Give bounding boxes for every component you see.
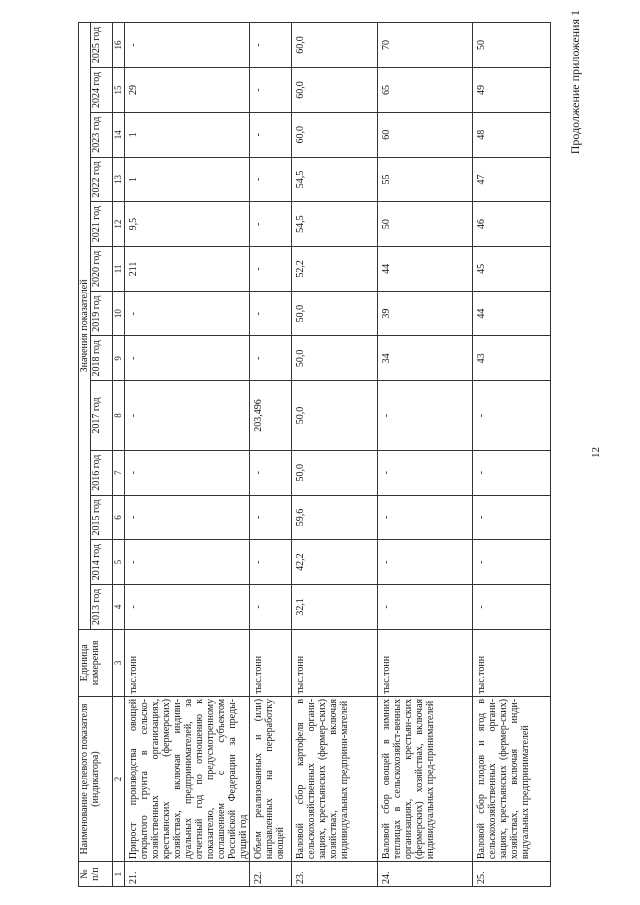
column-number: 1 (113, 862, 125, 887)
value-cell: 70 (378, 23, 473, 68)
value-cell: 52,2 (292, 247, 378, 292)
indicator-name: Прирост производства овощей открытого грунта в сельско-хозяйственных организациях, крестьянских (фермерских) хозяйствах, включая индиви-дуальных предпринимателей, за отчетный год по отношению к показателю, предусмотренному соглашением с субъектом Российской Федерации за преды-дущий год (125, 696, 250, 861)
unit-cell: тыс.тонн (473, 629, 551, 696)
column-number: 6 (113, 495, 125, 540)
value-cell: 50 (473, 23, 551, 68)
column-number: 9 (113, 336, 125, 381)
row-number: 22. (250, 862, 292, 887)
value-cell: 45 (473, 247, 551, 292)
header-year: 2018 год (91, 336, 113, 381)
table-row (250, 23, 292, 887)
indicator-name: Валовой сбор плодов и ягод в сельскохозяйственных органи-зациях, крестьянских (фермер-ских) хозяйствах, включая инди-видуальных предпринимателей (473, 696, 551, 861)
value-cell: 54,5 (292, 202, 378, 247)
value-cell: - (125, 336, 250, 381)
header-year: 2020 год (91, 247, 113, 292)
value-cell: - (250, 540, 292, 585)
value-cell: 211 (125, 247, 250, 292)
header-values-group: Значения показателей (79, 23, 91, 630)
header-year: 2015 год (91, 495, 113, 540)
value-cell: 47 (473, 157, 551, 202)
row-number: 25. (473, 862, 551, 887)
value-cell: 39 (378, 291, 473, 336)
value-cell: 50,0 (292, 450, 378, 495)
value-cell: 48 (473, 112, 551, 157)
indicators-table (78, 22, 551, 887)
header-year: 2017 год (91, 381, 113, 451)
column-number: 7 (113, 450, 125, 495)
value-cell: 50 (378, 202, 473, 247)
value-cell: - (473, 585, 551, 630)
value-cell: - (125, 540, 250, 585)
column-number: 5 (113, 540, 125, 585)
table-row (125, 23, 250, 887)
table-row (378, 23, 473, 887)
row-number: 24. (378, 862, 473, 887)
value-cell: - (473, 540, 551, 585)
header-year: 2016 год (91, 450, 113, 495)
value-cell: 44 (473, 291, 551, 336)
value-cell: - (250, 157, 292, 202)
column-number: 16 (113, 23, 125, 68)
unit-cell: тыс.тонн (125, 629, 250, 696)
continuation-label: Продолжение приложения 1 (568, 10, 582, 155)
column-number: 14 (113, 112, 125, 157)
value-cell: - (250, 495, 292, 540)
value-cell: 34 (378, 336, 473, 381)
column-number: 13 (113, 157, 125, 202)
value-cell: 43 (473, 336, 551, 381)
value-cell: 42,2 (292, 540, 378, 585)
value-cell: 1 (125, 157, 250, 202)
value-cell: - (125, 291, 250, 336)
value-cell: 44 (378, 247, 473, 292)
indicator-name: Объем реализованных и (или) направленных на переработку овощей (250, 696, 292, 861)
header-year: 2021 год (91, 202, 113, 247)
value-cell: 46 (473, 202, 551, 247)
value-cell: 29 (125, 68, 250, 113)
indicator-name: Валовой сбор овощей в зимних теплицах в сельскохозяйст-венных организациях, крестьян-ских (фермерских) хозяйствах, включая индивидуальных пред-принимателей (378, 696, 473, 861)
indicator-name: Валовой сбор картофеля в сельскохозяйственных органи-зациях, крестьянских (фермер-ских) хозяйствах, включая индивидуальных предприни-мателей (292, 696, 378, 861)
value-cell: 203,496 (250, 381, 292, 451)
unit-cell: тыс.тонн (378, 629, 473, 696)
unit-cell: тыс.тонн (292, 629, 378, 696)
value-cell: 55 (378, 157, 473, 202)
value-cell: - (250, 202, 292, 247)
value-cell: - (473, 450, 551, 495)
value-cell: 1 (125, 112, 250, 157)
value-cell: 60,0 (292, 68, 378, 113)
value-cell: 50,0 (292, 291, 378, 336)
value-cell: 60,0 (292, 112, 378, 157)
header-num: № п/п (79, 862, 113, 887)
header-year: 2023 год (91, 112, 113, 157)
value-cell: - (378, 585, 473, 630)
unit-cell: тыс.тонн (250, 629, 292, 696)
value-cell: 60 (378, 112, 473, 157)
value-cell: - (378, 450, 473, 495)
column-number: 11 (113, 247, 125, 292)
value-cell: 50,0 (292, 336, 378, 381)
column-number: 3 (113, 629, 125, 696)
value-cell: 9,5 (125, 202, 250, 247)
value-cell: - (473, 495, 551, 540)
header-name: Наименование целевого показателя (индикатора) (79, 696, 113, 861)
value-cell: - (250, 247, 292, 292)
value-cell: - (378, 540, 473, 585)
value-cell: - (250, 112, 292, 157)
page-number: 12 (590, 447, 602, 458)
row-number: 23. (292, 862, 378, 887)
header-year: 2014 год (91, 540, 113, 585)
value-cell: - (250, 291, 292, 336)
table-row (473, 23, 551, 887)
value-cell: 54,5 (292, 157, 378, 202)
value-cell: - (378, 495, 473, 540)
value-cell: - (125, 585, 250, 630)
column-number: 10 (113, 291, 125, 336)
value-cell: - (250, 450, 292, 495)
header-year: 2019 год (91, 291, 113, 336)
row-number: 21. (125, 862, 250, 887)
column-number: 12 (113, 202, 125, 247)
header-year: 2024 год (91, 68, 113, 113)
value-cell: 50,0 (292, 381, 378, 451)
value-cell: - (250, 336, 292, 381)
value-cell: 59,6 (292, 495, 378, 540)
value-cell: - (125, 23, 250, 68)
header-year: 2013 год (91, 585, 113, 630)
header-year: 2025 год (91, 23, 113, 68)
value-cell: - (125, 381, 250, 451)
value-cell: - (378, 381, 473, 451)
column-number: 15 (113, 68, 125, 113)
value-cell: 32,1 (292, 585, 378, 630)
value-cell: - (250, 68, 292, 113)
value-cell: - (125, 450, 250, 495)
value-cell: 49 (473, 68, 551, 113)
column-number: 8 (113, 381, 125, 451)
table-row (292, 23, 378, 887)
value-cell: - (250, 23, 292, 68)
column-number: 2 (113, 696, 125, 861)
value-cell: - (125, 495, 250, 540)
column-number: 4 (113, 585, 125, 630)
value-cell: 60,0 (292, 23, 378, 68)
value-cell: 65 (378, 68, 473, 113)
value-cell: - (473, 381, 551, 451)
value-cell: - (250, 585, 292, 630)
header-unit: Единица измерения (79, 629, 113, 696)
header-year: 2022 год (91, 157, 113, 202)
